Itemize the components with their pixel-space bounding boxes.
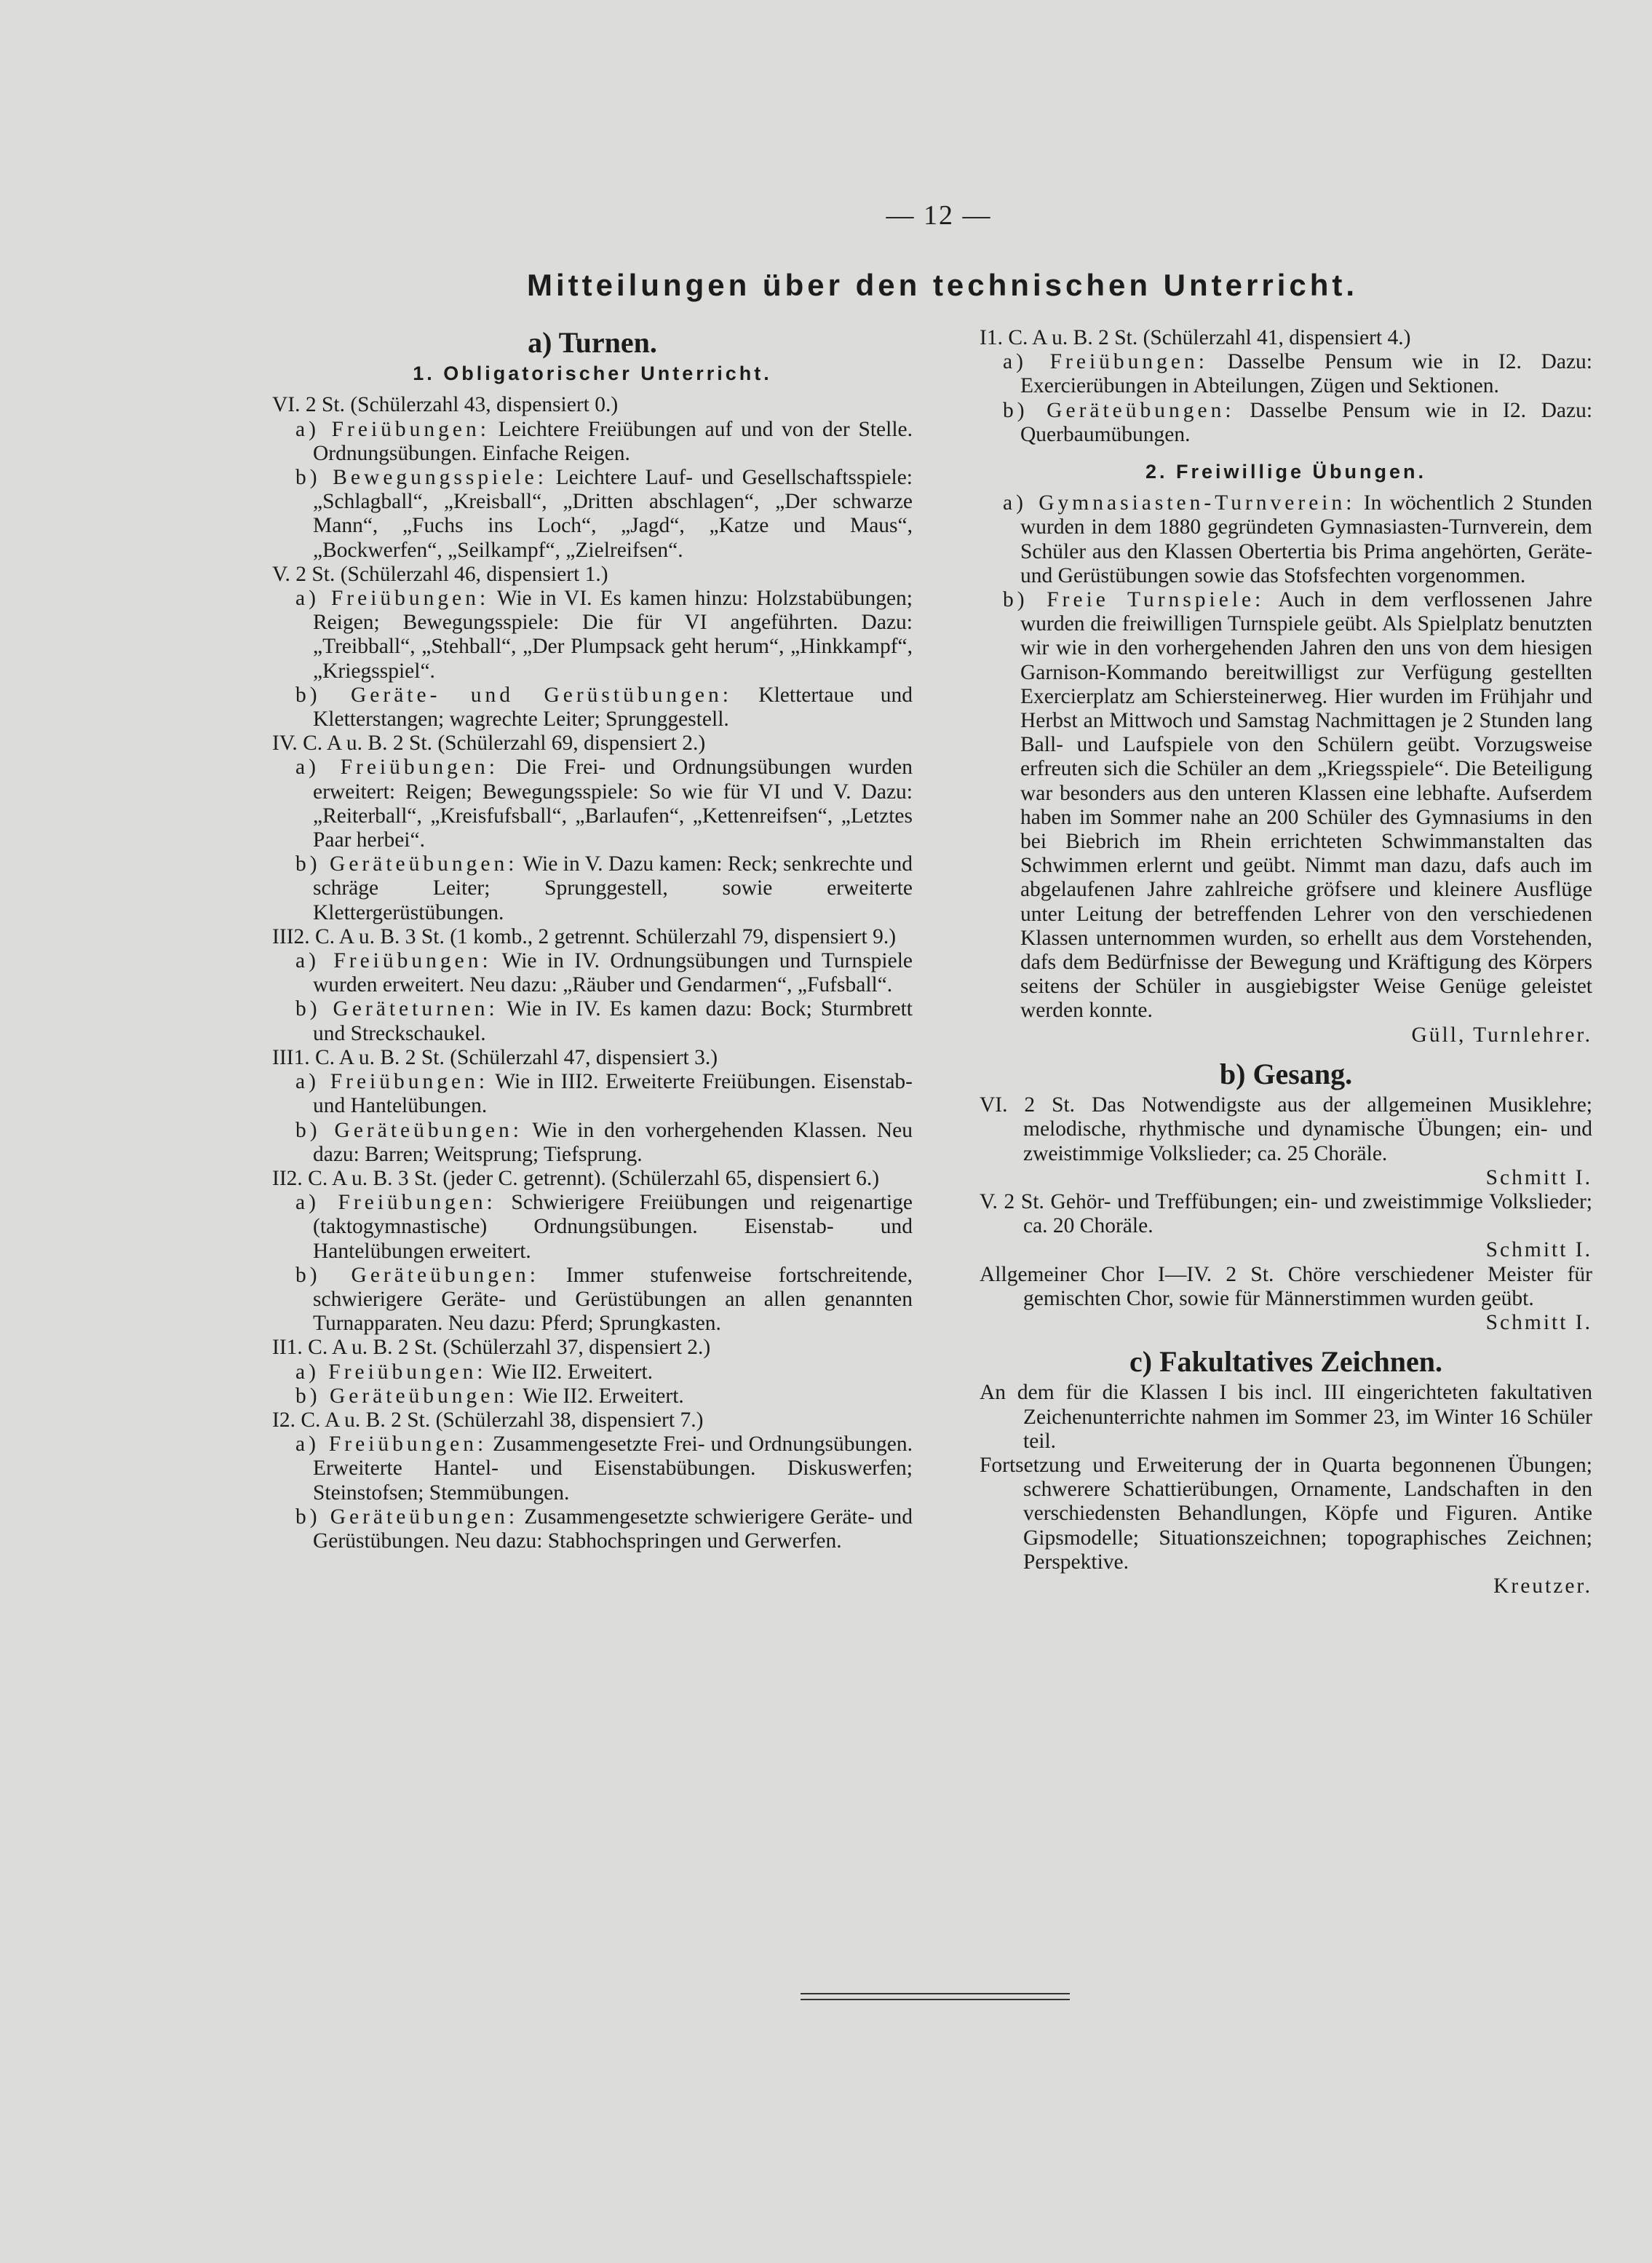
class-heading: I2. C. A u. B. 2 St. (Schülerzahl 38, dispensiert 7.) <box>272 1408 704 1432</box>
item-label: a) Freiübungen: <box>295 949 492 973</box>
class-vi-block <box>272 393 913 562</box>
class-heading: V. 2 St. (Schülerzahl 46, dispensiert 1.) <box>272 562 608 586</box>
item-text: Dasselbe Pensum wie in I2. Dazu: Exercierübungen in Abteilungen, Zügen und Sektionen. <box>1020 350 1592 398</box>
item-label: a) Freiübungen: <box>1003 350 1208 374</box>
item-label: a) Freiübungen: <box>295 1070 489 1094</box>
item-text: Wie in V. Dazu kamen: Reck; senkrechte und schräge Leiter; Sprunggestell, sowie erweiterte Klettergerüstübungen. <box>313 852 913 924</box>
item-label: b) Geräteübungen: <box>295 1384 518 1408</box>
item-label: a) Freiübungen: <box>295 1432 488 1457</box>
closing-double-rule <box>801 1993 1070 2000</box>
class-iii2-block <box>272 925 913 1046</box>
voluntary-item-b <box>980 588 1592 1023</box>
section-heading-gesang: b) Gesang. <box>1219 1057 1353 1090</box>
item-text: Wie II2. Erweitert. <box>491 1360 654 1384</box>
signature-gull: Güll, Turnlehrer. <box>1411 1023 1592 1047</box>
voluntary-item-a <box>980 491 1592 588</box>
signature-kreutzer: Kreutzer. <box>1493 1574 1592 1598</box>
class-heading: VI. 2 St. (Schülerzahl 43, dispensiert 0.) <box>272 393 619 417</box>
signature-schmitt: Schmitt I. <box>1485 1165 1592 1189</box>
item-text: Die Frei- und Ordnungsübungen wurden erweitert: Reigen; Bewegungsspiele: So wie für VI und V. Dazu: „Reiterball“, „Kreisfufsball“, „Barlaufen“, „Kettenreifsen“, „Letztes Paar herbei“. <box>313 756 913 852</box>
section-heading-turnen: a) Turnen. <box>528 326 657 359</box>
gesang-chor: Allgemeiner Chor I—IV. 2 St. Chöre verschiedener Meister für gemischten Chor, sowie für Männerstimmen wurden geübt. <box>980 1262 1592 1310</box>
subsection-heading-obligatory: 1. Obligatorischer Unterricht. <box>413 362 772 385</box>
item-label: b) Bewegungsspiele: <box>295 466 547 490</box>
page-title: Mitteilungen über den technischen Unterricht. <box>526 268 1359 302</box>
item-text: In wöchentlich 2 Stunden wurden in dem 1880 gegründeten Gymnasiasten-Turnverein, dem Schüler aus den Klassen Obertertia bis Prima angehörten, Geräte- und Gerüstübungen sowie das Stofsfechten vorgenommen. <box>1020 491 1592 587</box>
item-text: Wie in IV. Es kamen dazu: Bock; Sturmbrett und Streckschaukel. <box>313 997 913 1045</box>
item-label: a) Freiübungen: <box>295 417 490 441</box>
item-text: Zusammengesetzte Frei- und Ordnungsübungen. Erweiterte Hantel- und Eisenstabübungen. Diskuswerfen; Steinstofsen; Stemmübungen. <box>313 1432 913 1505</box>
item-label: b) Geräteübungen: <box>295 1118 523 1142</box>
gesang-vi: VI. 2 St. Das Notwendigste aus der allgemeinen Musiklehre; melodische, rhythmische und dynamische Übungen; ein- und zweistimmige Volkslieder; ca. 25 Choräle. <box>980 1093 1592 1165</box>
item-text: Leichtere Lauf- und Gesellschaftsspiele: „Schlagball“, „Kreisball“, „Dritten abschlagen“, „Der schwarze Mann“, „Fuchs ins Loch“, „Jagd“, „Katze und Maus“, „Bockwerfen“, „Seilkampf“, „Zielreifsen“. <box>313 466 913 562</box>
subsection-heading-voluntary: 2. Freiwillige Übungen. <box>1145 461 1427 483</box>
class-heading: II1. C. A u. B. 2 St. (Schülerzahl 37, dispensiert 2.) <box>272 1336 711 1360</box>
item-text: Wie in den vorhergehenden Klassen. Neu dazu: Barren; Weitsprung; Tiefsprung. <box>313 1118 913 1166</box>
class-heading: II2. C. A u. B. 3 St. (jeder C. getrennt). (Schülerzahl 65, dispensiert 6.) <box>272 1166 880 1190</box>
class-v-block <box>272 563 913 732</box>
gesang-v: V. 2 St. Gehör- und Treffübungen; ein- und zweistimmige Volkslieder; ca. 20 Choräle. <box>980 1189 1592 1238</box>
item-text: Schwierigere Freiübungen und reigenartige (taktogymnastische) Ordnungsübungen. Eisenstab- und Hantelübungen erweitert. <box>313 1191 913 1263</box>
item-text: Klettertaue und Kletterstangen; wagrechte Leiter; Sprunggestell. <box>313 683 913 732</box>
item-label: b) Geräteturnen: <box>295 997 499 1021</box>
item-text: Zusammengesetzte schwierigere Geräte- und Gerüstübungen. Neu dazu: Stabhochspringen und Gerwerfen. <box>313 1505 913 1553</box>
left-column <box>272 326 913 1553</box>
zeichnen-paragraph-1: An dem für die Klassen I bis incl. III eingerichteten fakultativen Zeichenunterrichte nahmen im Sommer 23, im Winter 16 Schüler teil. <box>980 1381 1592 1453</box>
zeichnen-paragraph-2: Fortsetzung und Erweiterung der in Quarta begonnenen Übungen; schwerere Schattierübungen, Ornamente, Landschaften in den verschiedensten Behandlungen, Köpfe und Figuren. Antike Gipsmodelle; Situationszeichnen; topographisches Zeichnen; Perspektive. <box>980 1453 1592 1574</box>
class-ii1-block <box>272 1336 913 1408</box>
item-text: Wie in IV. Ordnungsübungen und Turnspiele wurden erweitert. Neu dazu: „Räuber und Gendarmen“, „Fufsball“. <box>313 949 913 997</box>
item-label: a) Freiübungen: <box>295 1360 487 1384</box>
class-ii2-block <box>272 1167 913 1336</box>
item-label: b) Geräteübungen: <box>1003 398 1235 422</box>
item-label: a) Gymnasiasten-Turnverein: <box>1003 491 1356 515</box>
item-label: a) Freiübungen: <box>295 756 499 780</box>
item-label: b) Geräteübungen: <box>295 852 518 876</box>
class-i2-block <box>272 1408 913 1553</box>
item-text: Dasselbe Pensum wie in I2. Dazu: Querbaumübungen. <box>1020 398 1593 446</box>
class-iv-block <box>272 732 913 925</box>
item-label: a) Freiübungen: <box>295 587 490 611</box>
class-heading: III2. C. A u. B. 3 St. (1 komb., 2 getrennt. Schülerzahl 79, dispensiert 9.) <box>272 924 897 948</box>
item-label: b) Geräteübungen: <box>295 1263 539 1287</box>
item-text: Wie in VI. Es kamen hinzu: Holzstabübungen; Reigen; Bewegungsspiele: Die für VI angeführten. Dazu: „Treibball“, „Stehball“, „Der Plumpsack geht herum“, „Hinkkampf“, „Kriegsspiel“. <box>313 587 913 683</box>
signature-schmitt: Schmitt I. <box>1485 1238 1592 1262</box>
page-number: — 12 — <box>886 200 992 231</box>
class-iii1-block <box>272 1046 913 1167</box>
item-label: b) Freie Turnspiele: <box>1003 588 1265 612</box>
item-text: Wie II2. Erweitert. <box>523 1384 684 1408</box>
item-label: b) Geräteübungen: <box>295 1505 519 1529</box>
item-text: Leichtere Freiübungen auf und von der Stelle. Ordnungsübungen. Einfache Reigen. <box>313 417 913 465</box>
item-text: Immer stufenweise fortschreitende, schwierigere Geräte- und Gerüstübungen an allen genannten Turnapparaten. Neu dazu: Pferd; Sprungkasten. <box>313 1263 913 1336</box>
item-text: Auch in dem verflossenen Jahre wurden die freiwilligen Turnspiele geübt. Als Spielplatz benutzten wir wie in den vorhergehenden Jahren den uns von dem hiesigen Garnison-Kommando bereitwilligst zur Verfügung gestellten Exercierplatz am Schiersteinerweg. Hier wurden im Frühjahr und Herbst an Mittwoch und Samstag Nachmittagen je 2 Stunden lang Ball- und Laufspiele von den Schülern geübt. Vorzugsweise erfreuten sich die Schüler an dem „Kriegsspiele“. Die Beteiligung war besonders aus den unteren Klassen eine lebhafte. Aufserdem haben im Sommer nahe an 200 Schüler des Gymnasiums in den bei Biebrich im Rhein errichteten Schwimmanstalten das Schwimmen erlernt und geübt. Nimmt man dazu, dafs auch im abgelaufenen Jahre zahlreiche gröfsere und kleinere Ausflüge unter Leitung der betreffenden Lehrer von den verschiedenen Klassen unternommen wurden, so erhellt aus dem Vorstehenden, dafs dem Bedürfnisse der Bewegung und Kräftigung des Körpers seitens der Schüler in ausgiebigster Weise Genüge geleistet werden konnte. <box>1020 588 1592 1023</box>
class-heading: I1. C. A u. B. 2 St. (Schülerzahl 41, dispensiert 4.) <box>980 326 1411 349</box>
class-i1-block <box>980 326 1592 447</box>
class-heading: IV. C. A u. B. 2 St. (Schülerzahl 69, dispensiert 2.) <box>272 732 706 756</box>
section-heading-zeichnen: c) Fakultatives Zeichnen. <box>1129 1345 1442 1379</box>
class-heading: III1. C. A u. B. 2 St. (Schülerzahl 47, dispensiert 3.) <box>272 1045 718 1069</box>
item-label: b) Geräte- und Gerüstübungen: <box>295 683 732 707</box>
item-label: a) Freiübungen: <box>295 1191 496 1215</box>
signature-schmitt: Schmitt I. <box>1485 1310 1592 1334</box>
item-text: Wie in III2. Erweiterte Freiübungen. Eisenstab- und Hantelübungen. <box>313 1070 913 1118</box>
right-column <box>980 326 1592 1598</box>
